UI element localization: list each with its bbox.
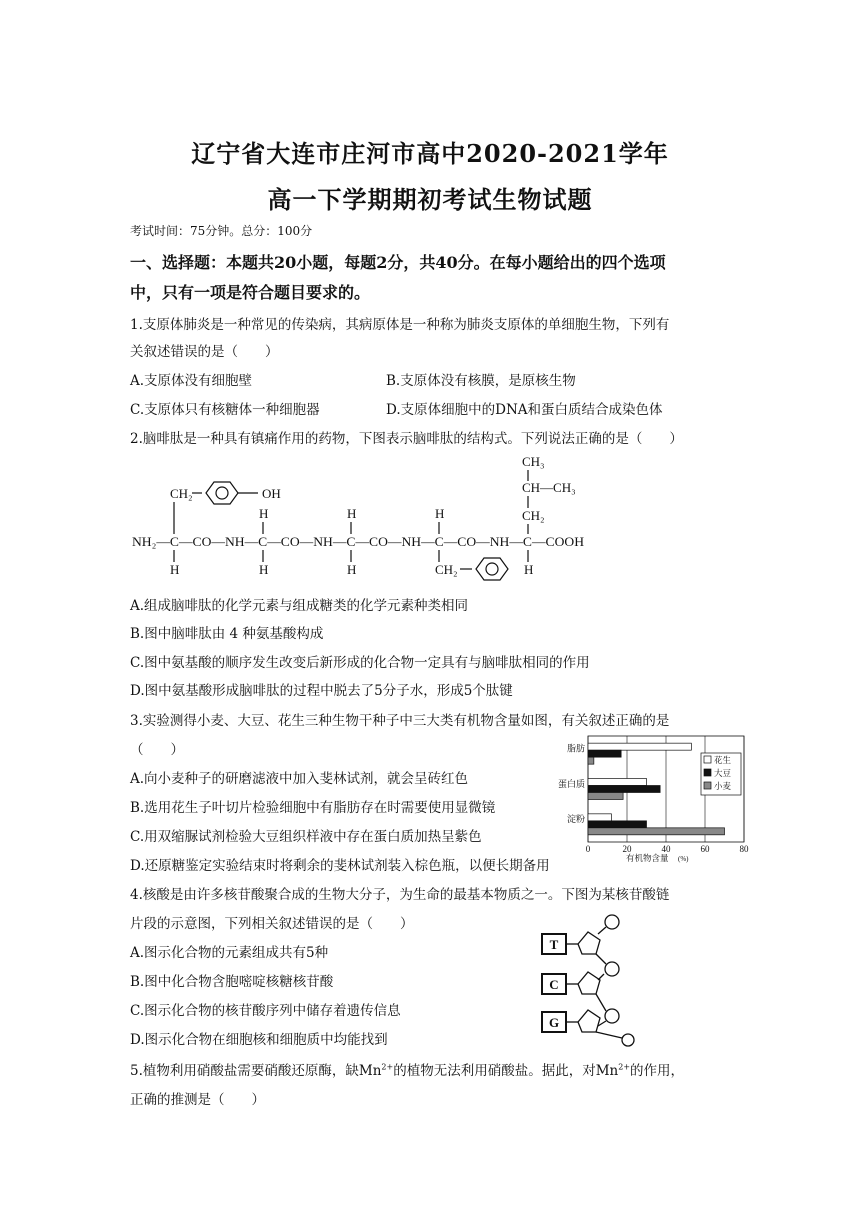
- chart-bar-2-0: [588, 814, 611, 821]
- formula-h-above-2: H: [259, 506, 269, 521]
- formula-h-below-2: H: [259, 562, 269, 577]
- q5-stem-part-b: 的植物无法利用硝酸盐。据此，对Mn: [393, 1063, 619, 1079]
- chart-x-tick-label: 40: [661, 844, 671, 854]
- chart-x-tick-label: 80: [739, 844, 749, 854]
- q4-option-d: D.图示化合物在细胞核和细胞质中均能找到: [130, 1032, 388, 1048]
- chart-category-label: 蛋白质: [557, 778, 585, 789]
- chart-bar-1-0: [588, 779, 647, 786]
- title-line-2: 高一下学期期初考试生物试题: [267, 185, 593, 214]
- q2-option-c: C.图中氨基酸的顺序发生改变后新形成的化合物一定具有与脑啡肽相同的作用: [130, 655, 590, 671]
- q4-stem-line-2: 片段的示意图，下列相关叙述错误的是（ ）: [130, 916, 414, 932]
- q3-option-b: B.选用花生子叶切片检验细胞中有脂肪存在时需要使用显微镜: [130, 800, 496, 816]
- chart-category-label: 淀粉: [566, 814, 585, 825]
- formula-h-above-3: H: [347, 506, 357, 521]
- chart-x-tick-label: 0: [585, 844, 591, 854]
- formula-ch2-tyr: CH₂: [170, 486, 193, 501]
- section-heading-line-2: 中，只有一项是符合题目要求的。: [130, 283, 371, 302]
- q1-option-d: D.支原体细胞中的DNA和蛋白质结合成染色体: [386, 402, 663, 418]
- q3-stem-line-1: 3.实验测得小麦、大豆、花生三种生物干种子中三大类有机物含量如图，有关叙述正确的是: [130, 713, 670, 729]
- q3-option-a: A.向小麦种子的研磨滤液中加入斐林试剂，就会呈砖红色: [130, 771, 469, 787]
- chart-x-tick-label: 60: [700, 844, 710, 854]
- chart-legend-label: 花生: [714, 755, 732, 765]
- chart-bar-0-0: [588, 743, 691, 750]
- formula-oh: OH: [262, 486, 281, 501]
- formula-backbone: NH₂—C—CO—NH—C—CO—NH—C—CO—NH—C—CO—NH—C—COOH: [132, 534, 584, 549]
- q4-option-c: C.图示化合物的核苷酸序列中储存着遗传信息: [130, 1003, 401, 1019]
- formula-h-below-1: H: [170, 562, 180, 577]
- chart-legend-swatch: [704, 782, 711, 789]
- q5-stem-part-a: 5.植物利用硝酸盐需要硝酸还原酶，缺Mn: [130, 1063, 382, 1079]
- base-g: G: [548, 1015, 560, 1030]
- q2-option-d: D.图中氨基酸形成脑啡肽的过程中脱去了5分子水，形成5个肽键: [130, 683, 513, 699]
- q5-mn-superscript-1: 2+: [381, 1062, 394, 1072]
- q1-stem-line-2: 关叙述错误的是（ ）: [130, 344, 279, 360]
- formula-ch2-phe: CH₂: [435, 562, 458, 577]
- q3-option-d: D.还原糖鉴定实验结束时将剩余的斐林试剂装入棕色瓶，以便长期备用: [130, 858, 550, 874]
- q5-stem-part-c: 的作用，: [630, 1063, 685, 1079]
- base-c: C: [549, 977, 559, 992]
- chart-legend-swatch: [704, 756, 711, 763]
- q3-option-c: C.用双缩脲试剂检验大豆组织样液中存在蛋白质加热呈紫色: [130, 829, 482, 845]
- q5-stem-line-2: 正确的推测是（ ）: [130, 1092, 265, 1108]
- q2-option-b: B.图中脑啡肽由 4 种氨基酸构成: [130, 626, 324, 642]
- q5-stem-line-1: [130, 1059, 684, 1079]
- chart-legend-swatch: [704, 769, 711, 776]
- title-line-1: 辽宁省大连市庄河市高中2020-2021学年: [191, 139, 669, 168]
- chart-x-axis-label: 有机物含量: [626, 853, 669, 863]
- enkephalin-structural-formula: [128, 450, 608, 586]
- q4-stem-line-1: 4.核酸是由许多核苷酸聚合成的生物大分子，为生命的最基本物质之一。下图为某核苷酸链: [130, 887, 670, 903]
- chart-x-tick-label: 20: [622, 844, 632, 854]
- chart-bar-2-1: [588, 821, 647, 828]
- q4-option-b: B.图中化合物含胞嘧啶核糖核苷酸: [130, 974, 334, 990]
- q3-stem-line-2: （ ）: [130, 742, 184, 758]
- chart-bar-1-1: [588, 786, 660, 793]
- base-t: T: [549, 937, 559, 952]
- chart-legend-label: 大豆: [714, 768, 732, 778]
- q1-stem-line-1: 1.支原体肺炎是一种常见的传染病，其病原体是一种称为肺炎支原体的单细胞生物，下列有: [130, 317, 670, 333]
- chart-bar-1-2: [588, 793, 623, 800]
- q5-mn-superscript-2: 2+: [618, 1062, 631, 1072]
- q1-option-b: B.支原体没有核膜，是原核生物: [386, 373, 576, 389]
- chart-category-label: 脂肪: [566, 743, 585, 754]
- formula-ch2-leu: CH₂: [522, 508, 545, 523]
- q2-option-a: A.组成脑啡肽的化学元素与组成糖类的化学元素种类相同: [130, 598, 469, 614]
- formula-ch-ch3: CH—CH₃: [522, 480, 576, 495]
- formula-h-below-5: H: [524, 562, 534, 577]
- organic-content-bar-chart: [540, 730, 760, 870]
- chart-bar-0-1: [588, 750, 621, 757]
- q4-option-a: A.图示化合物的元素组成共有5种: [130, 945, 329, 961]
- formula-h-above-4: H: [435, 506, 445, 521]
- chart-legend-label: 小麦: [714, 781, 732, 791]
- chart-x-axis-unit: (%): [678, 855, 689, 863]
- exam-info: 考试时间：75分钟。总分：100分: [130, 224, 313, 238]
- q1-option-a: A.支原体没有细胞壁: [130, 373, 253, 389]
- q2-stem: 2.脑啡肽是一种具有镇痛作用的药物，下图表示脑啡肽的结构式。下列说法正确的是（ ）: [130, 431, 683, 447]
- q1-option-c: C.支原体只有核糖体一种细胞器: [130, 402, 320, 418]
- section-heading-line-1: 一、选择题：本题共20小题，每题2分，共40分。在每小题给出的四个选项: [130, 253, 666, 272]
- formula-ch3-top: CH₃: [522, 454, 545, 469]
- nucleotide-chain-diagram: [536, 912, 646, 1047]
- formula-h-below-3: H: [347, 562, 357, 577]
- chart-bar-0-2: [588, 757, 594, 764]
- chart-bar-2-2: [588, 828, 725, 835]
